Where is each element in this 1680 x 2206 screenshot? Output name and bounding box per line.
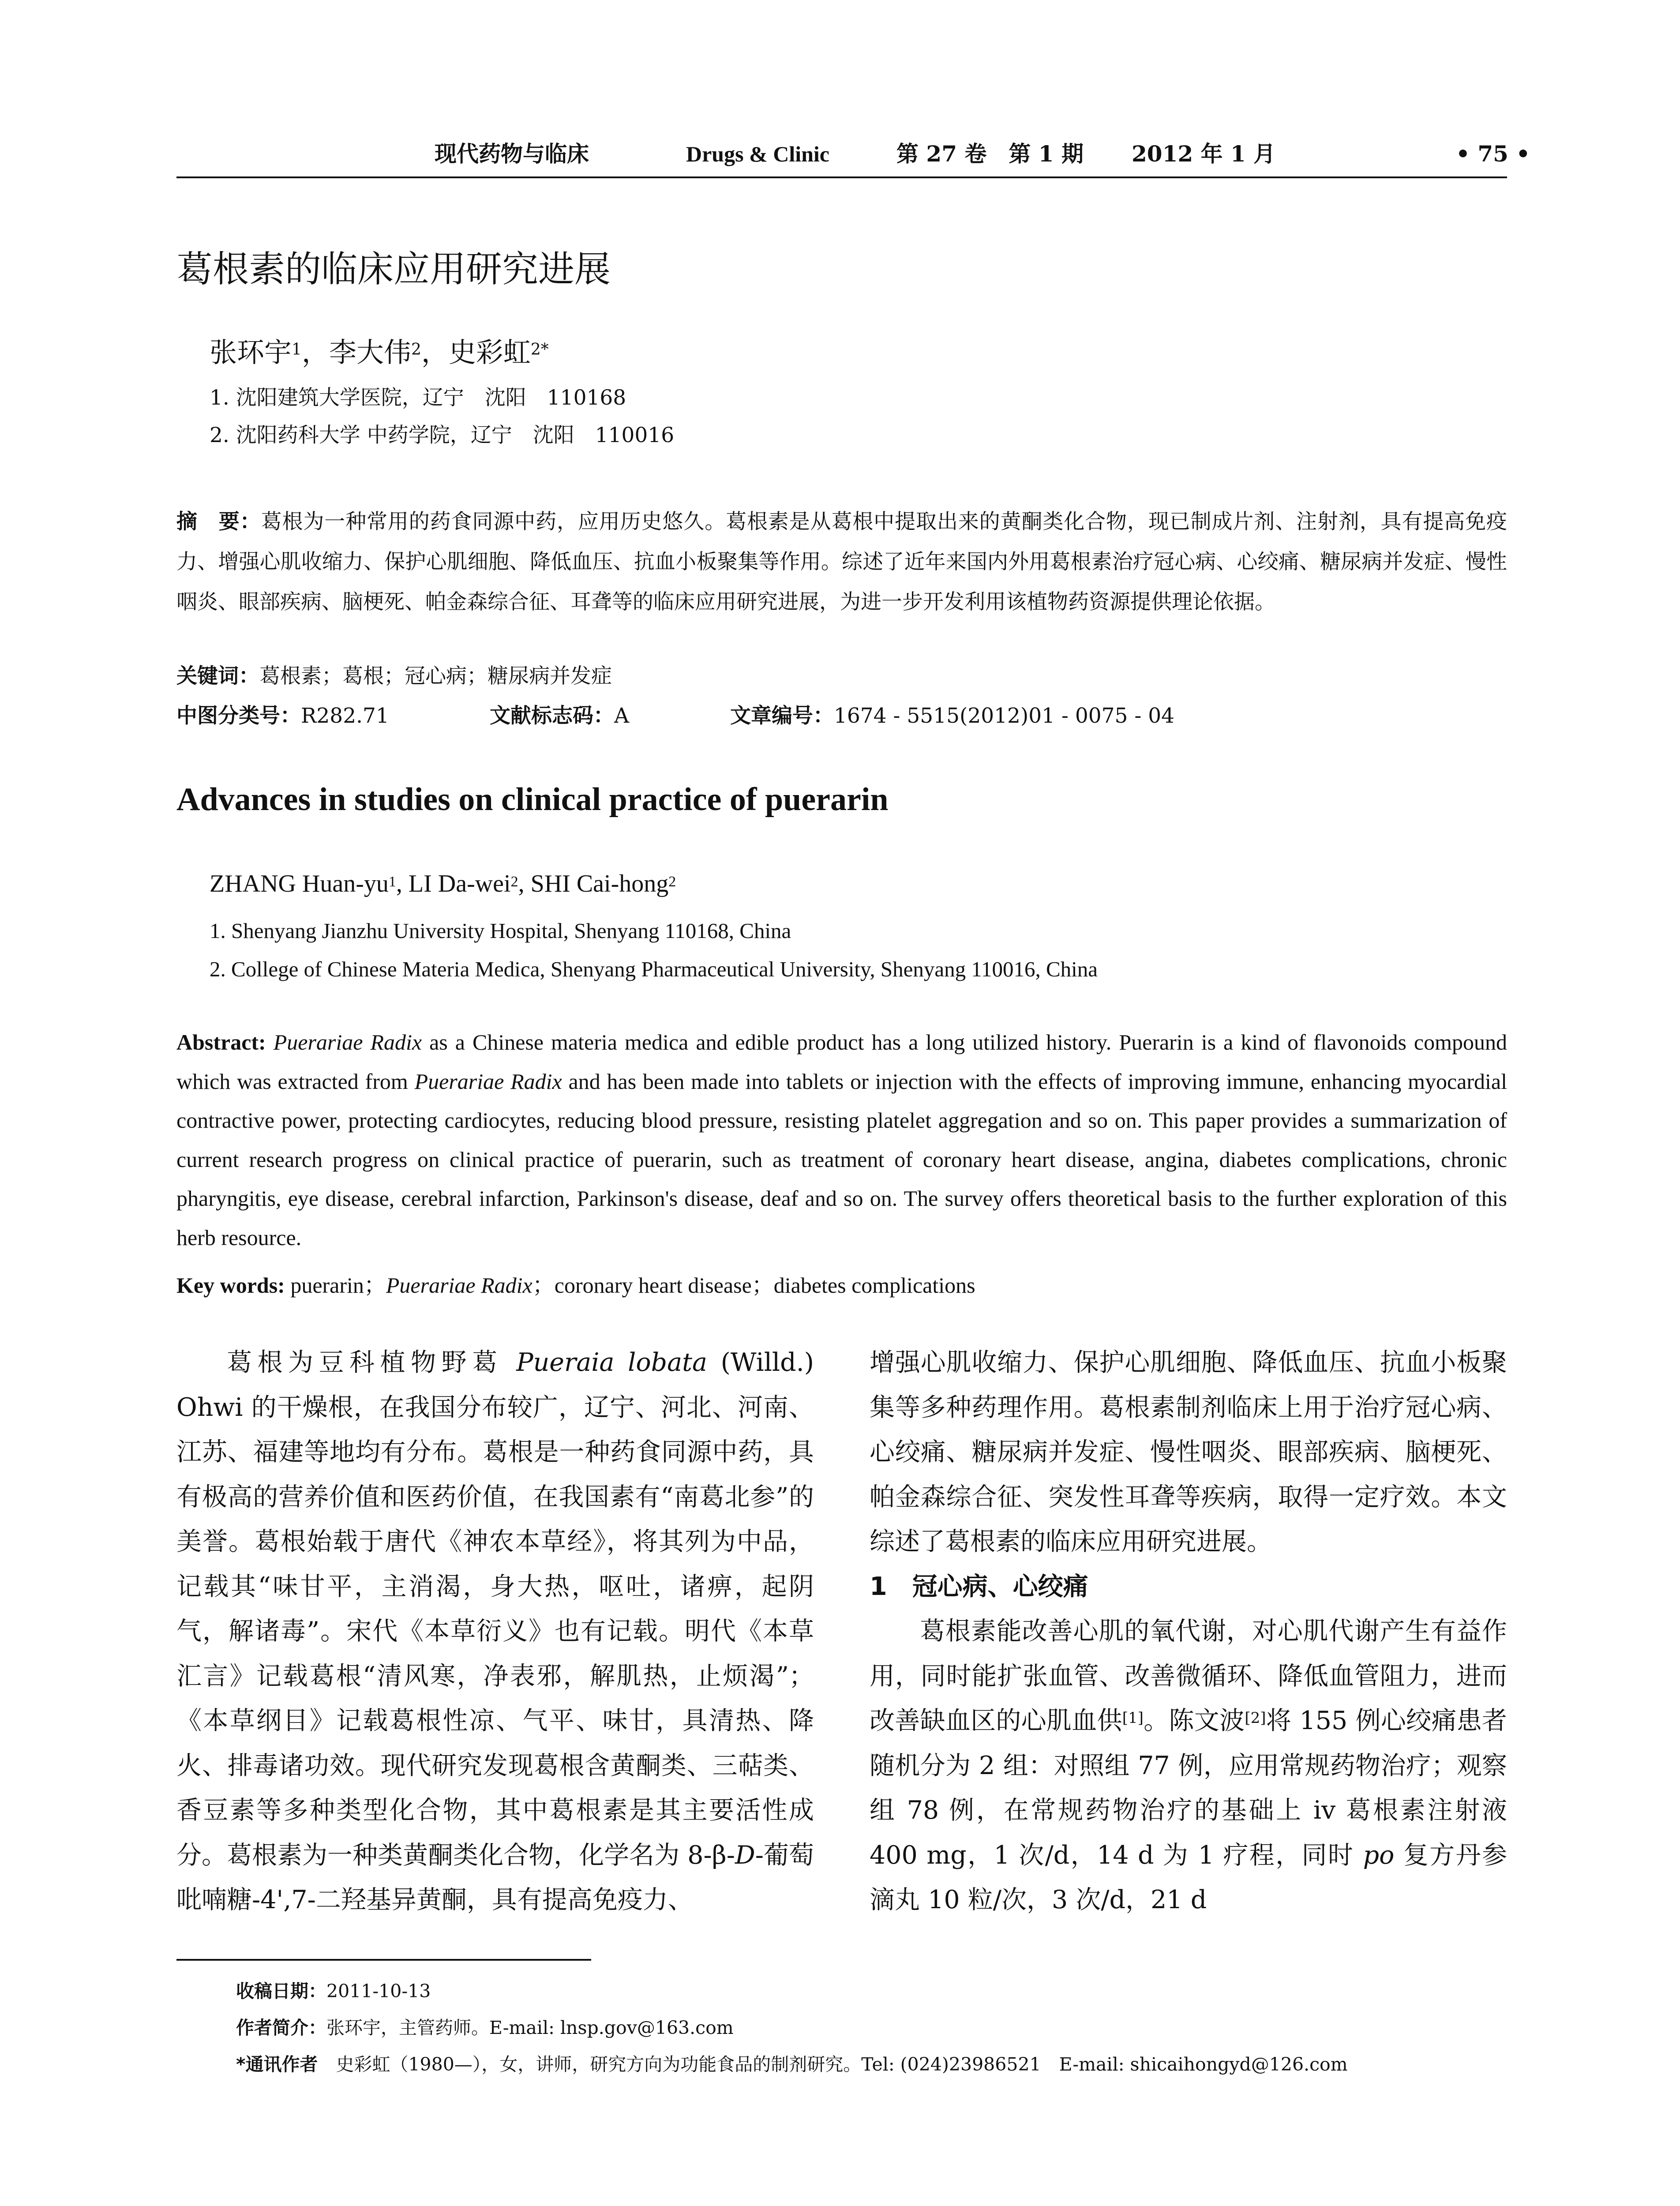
art-label: 文章编号： — [730, 704, 834, 728]
author-3: 史彩虹 — [448, 336, 531, 368]
journal-name-cn: 现代药物与临床 — [435, 141, 589, 167]
author-2: 李大伟 — [329, 336, 411, 368]
authors-en — [210, 867, 676, 900]
author-2-sup: 2 — [411, 341, 421, 359]
page-number: • 75 • — [1456, 141, 1530, 167]
art-value: 1674 - 5515(2012)01 - 0075 - 04 — [834, 704, 1175, 728]
affiliation-en-2: 2. College of Chinese Materia Medica, Shenyang Pharmaceutical University, Shenyang 110016, China — [210, 957, 1098, 981]
doc-code — [490, 701, 629, 732]
authors-cn — [210, 334, 549, 371]
keywords-en-3: ；coronary heart disease；diabetes complications — [532, 1273, 975, 1298]
body-column-right — [870, 1340, 1507, 1923]
keywords-cn — [176, 661, 1507, 692]
doc-value: A — [614, 704, 629, 728]
abstract-cn-label: 摘 要： — [176, 510, 261, 534]
journal-volume: 第 27 卷 第 1 期 — [896, 141, 1084, 167]
abstract-en-label: Abstract: — [176, 1030, 266, 1054]
journal-name-en: Drugs & Clinic — [686, 142, 829, 166]
abstract-en-text-1: as a Chinese materia medica and edible product has a long utilized history. Puerarin is a kind of flavonoids compound which was extracted from — [176, 1030, 1507, 1094]
footnote-label: 收稿日期： — [236, 1981, 326, 2002]
footnote-text: 史彩虹（1980—），女，讲师，研究方向为功能食品的制剂研究。Tel: (024)23986521 E-mail: shicaihongyd@126.com — [318, 2054, 1348, 2075]
footnote-author — [236, 2014, 734, 2041]
body-text: 葛根素能改善心肌的氧代谢，对心肌代谢产生有益作用，同时能扩张血管、改善微循环、降低血管阻力，进而改善缺血区的心肌血供 — [870, 1617, 1507, 1735]
author-sep-1: ， — [301, 336, 329, 368]
author-3-sup: 2* — [530, 341, 549, 359]
route-abbrev: po — [1363, 1840, 1395, 1870]
body-paragraph — [870, 1609, 1507, 1923]
section-heading: 1 冠心病、心绞痛 — [870, 1572, 1088, 1601]
body-text: (Willd.) Ohwi 的干燥根，在我国分布较广，辽宁、河北、河南、江苏、福建等地均有分布。葛根是一种药食同源中药，具有极高的营养价值和医药价值，在我国素有“南葛北参”的美誉。葛根始载于唐代《神农本草经》，将其列为中品，记载其“味甘平，主消渴，身大热，呕吐，诸痹，起阴气，解诸毒”。宋代《本草衍义》也有记载。明代《本草汇言》记载葛根“清风寒，净表邪，解肌热，止烦渴”；《本草纲目》记载葛根性凉、气平、味甘，具清热、降火、排毒诸功效。现代研究发现葛根含黄酮类、三萜类、香豆素等多种类型化合物，其中葛根素是其主要活性成分。葛根素为一种类黄酮类化合物，化学名为 8-β- — [176, 1348, 814, 1870]
footnote-label: 作者简介： — [236, 2017, 326, 2038]
chem-prefix: D — [735, 1840, 755, 1870]
keywords-en-2: Puerariae Radix — [386, 1273, 532, 1298]
body-text: 。陈文波 — [1143, 1706, 1245, 1735]
body-text: -葡萄吡喃糖-4',7-二羟基异黄酮，具有提高免疫力、 — [176, 1840, 814, 1914]
author-1: 张环宇 — [210, 336, 292, 368]
author-en-1: ZHANG Huan-yu — [210, 870, 389, 897]
abstract-en-italic-1: Puerariae Radix — [273, 1030, 422, 1054]
keywords-cn-text: 葛根素；葛根；冠心病；糖尿病并发症 — [259, 664, 612, 688]
author-sep-2: ， — [421, 336, 449, 368]
body-paragraph: 增强心肌收缩力、保护心肌细胞、降低血压、抗血小板聚集等多种药理作用。葛根素制剂临床上用于治疗冠心病、心绞痛、糖尿病并发症、慢性咽炎、眼部疾病、脑梗死、帕金森综合征、突发性耳聋等疾病，取得一定疗效。本文综述了葛根素的临床应用研究进展。 — [870, 1348, 1507, 1556]
clc-number — [176, 701, 389, 732]
author-en-sep-1: , — [396, 870, 409, 897]
footnote-corresponding — [236, 2051, 1348, 2078]
species-name: Pueraia lobata — [516, 1348, 708, 1377]
abstract-en-text-2: and has been made into tablets or injection with the effects of improving immune, enhancing myocardial contractive power, protecting cardiocytes, reducing blood pressure, resisting platelet aggregation and so on. This paper provides a summarization of current research progress on clinical practice of puerarin, such as treatment of coronary heart disease, angina, diabetes complications, chronic pharyngitis, eye disease, cerebral infarction, Parkinson's disease, deaf and so on. The survey offers theoretical basis to the further exploration of this herb resource. — [176, 1069, 1507, 1250]
author-en-3-sup: 2 — [668, 874, 676, 890]
body-text: 复方丹参滴丸 10 粒/次，3 次/d，21 d — [870, 1840, 1507, 1914]
doc-label: 文献标志码： — [490, 704, 614, 728]
author-en-3: SHI Cai-hong — [530, 870, 669, 897]
body-text: 将 155 例心绞痛患者随机分为 2 组：对照组 77 例，应用常规药物治疗；观察组 78 例，在常规药物治疗的基础上 iv 葛根素注射液 400 mg，1 次/d，14 d 为 1 疗程，同时 — [870, 1706, 1508, 1870]
citation: [1] — [1122, 1709, 1144, 1727]
footnote-received — [236, 1977, 431, 2005]
clc-label: 中图分类号： — [176, 704, 301, 728]
footnote-rule — [176, 1959, 591, 1961]
keywords-en — [176, 1270, 975, 1301]
citation: [2] — [1245, 1709, 1266, 1727]
abstract-cn-text: 葛根为一种常用的药食同源中药，应用历史悠久。葛根素是从葛根中提取出来的黄酮类化合物，现已制成片剂、注射剂，具有提高免疫力、增强心肌收缩力、保护心肌细胞、降低血压、抗血小板聚集等作用。综述了近年来国内外用葛根素治疗冠心病、心绞痛、糖尿病并发症、慢性咽炎、眼部疾病、脑梗死、帕金森综合征、耳聋等的临床应用研究进展，为进一步开发利用该植物药资源提供理论依据。 — [176, 510, 1508, 614]
journal-date: 2012 年 1 月 — [1132, 141, 1276, 167]
footnote-text: 2011-10-13 — [326, 1981, 431, 2002]
author-en-2: LI Da-wei — [408, 870, 511, 897]
footnote-label: *通讯作者 — [236, 2054, 318, 2075]
article-number — [730, 701, 1174, 732]
header-rule — [176, 176, 1507, 178]
clc-value: R282.71 — [301, 704, 389, 728]
keywords-cn-label: 关键词： — [176, 664, 259, 688]
keywords-en-label: Key words: — [176, 1273, 285, 1298]
affiliation-en-1: 1. Shenyang Jianzhu University Hospital, Shenyang 110168, China — [210, 919, 791, 943]
author-en-2-sup: 2 — [510, 874, 518, 890]
author-en-1-sup: 1 — [388, 874, 396, 890]
abstract-cn — [176, 502, 1507, 622]
affiliation-cn-2: 2. 沈阳药科大学 中药学院，辽宁 沈阳 110016 — [210, 423, 675, 447]
author-en-sep-2: , — [518, 870, 531, 897]
abstract-en — [176, 1023, 1507, 1257]
footnote-text: 张环宇，主管药师。E-mail: lnsp.gov@163.com — [326, 2017, 734, 2038]
affiliation-cn-1: 1. 沈阳建筑大学医院，辽宁 沈阳 110168 — [210, 386, 626, 410]
body-column-left — [176, 1340, 814, 1923]
body-text: 葛根为豆科植物野葛 — [227, 1348, 517, 1377]
article-title-cn: 葛根素的临床应用研究进展 — [176, 248, 611, 290]
abstract-en-italic-2: Puerariae Radix — [414, 1069, 562, 1094]
keywords-en-1: puerarin； — [285, 1273, 386, 1298]
article-title-en: Advances in studies on clinical practice of puerarin — [176, 781, 889, 818]
body-paragraph — [176, 1340, 814, 1923]
author-1-sup: 1 — [292, 341, 302, 359]
